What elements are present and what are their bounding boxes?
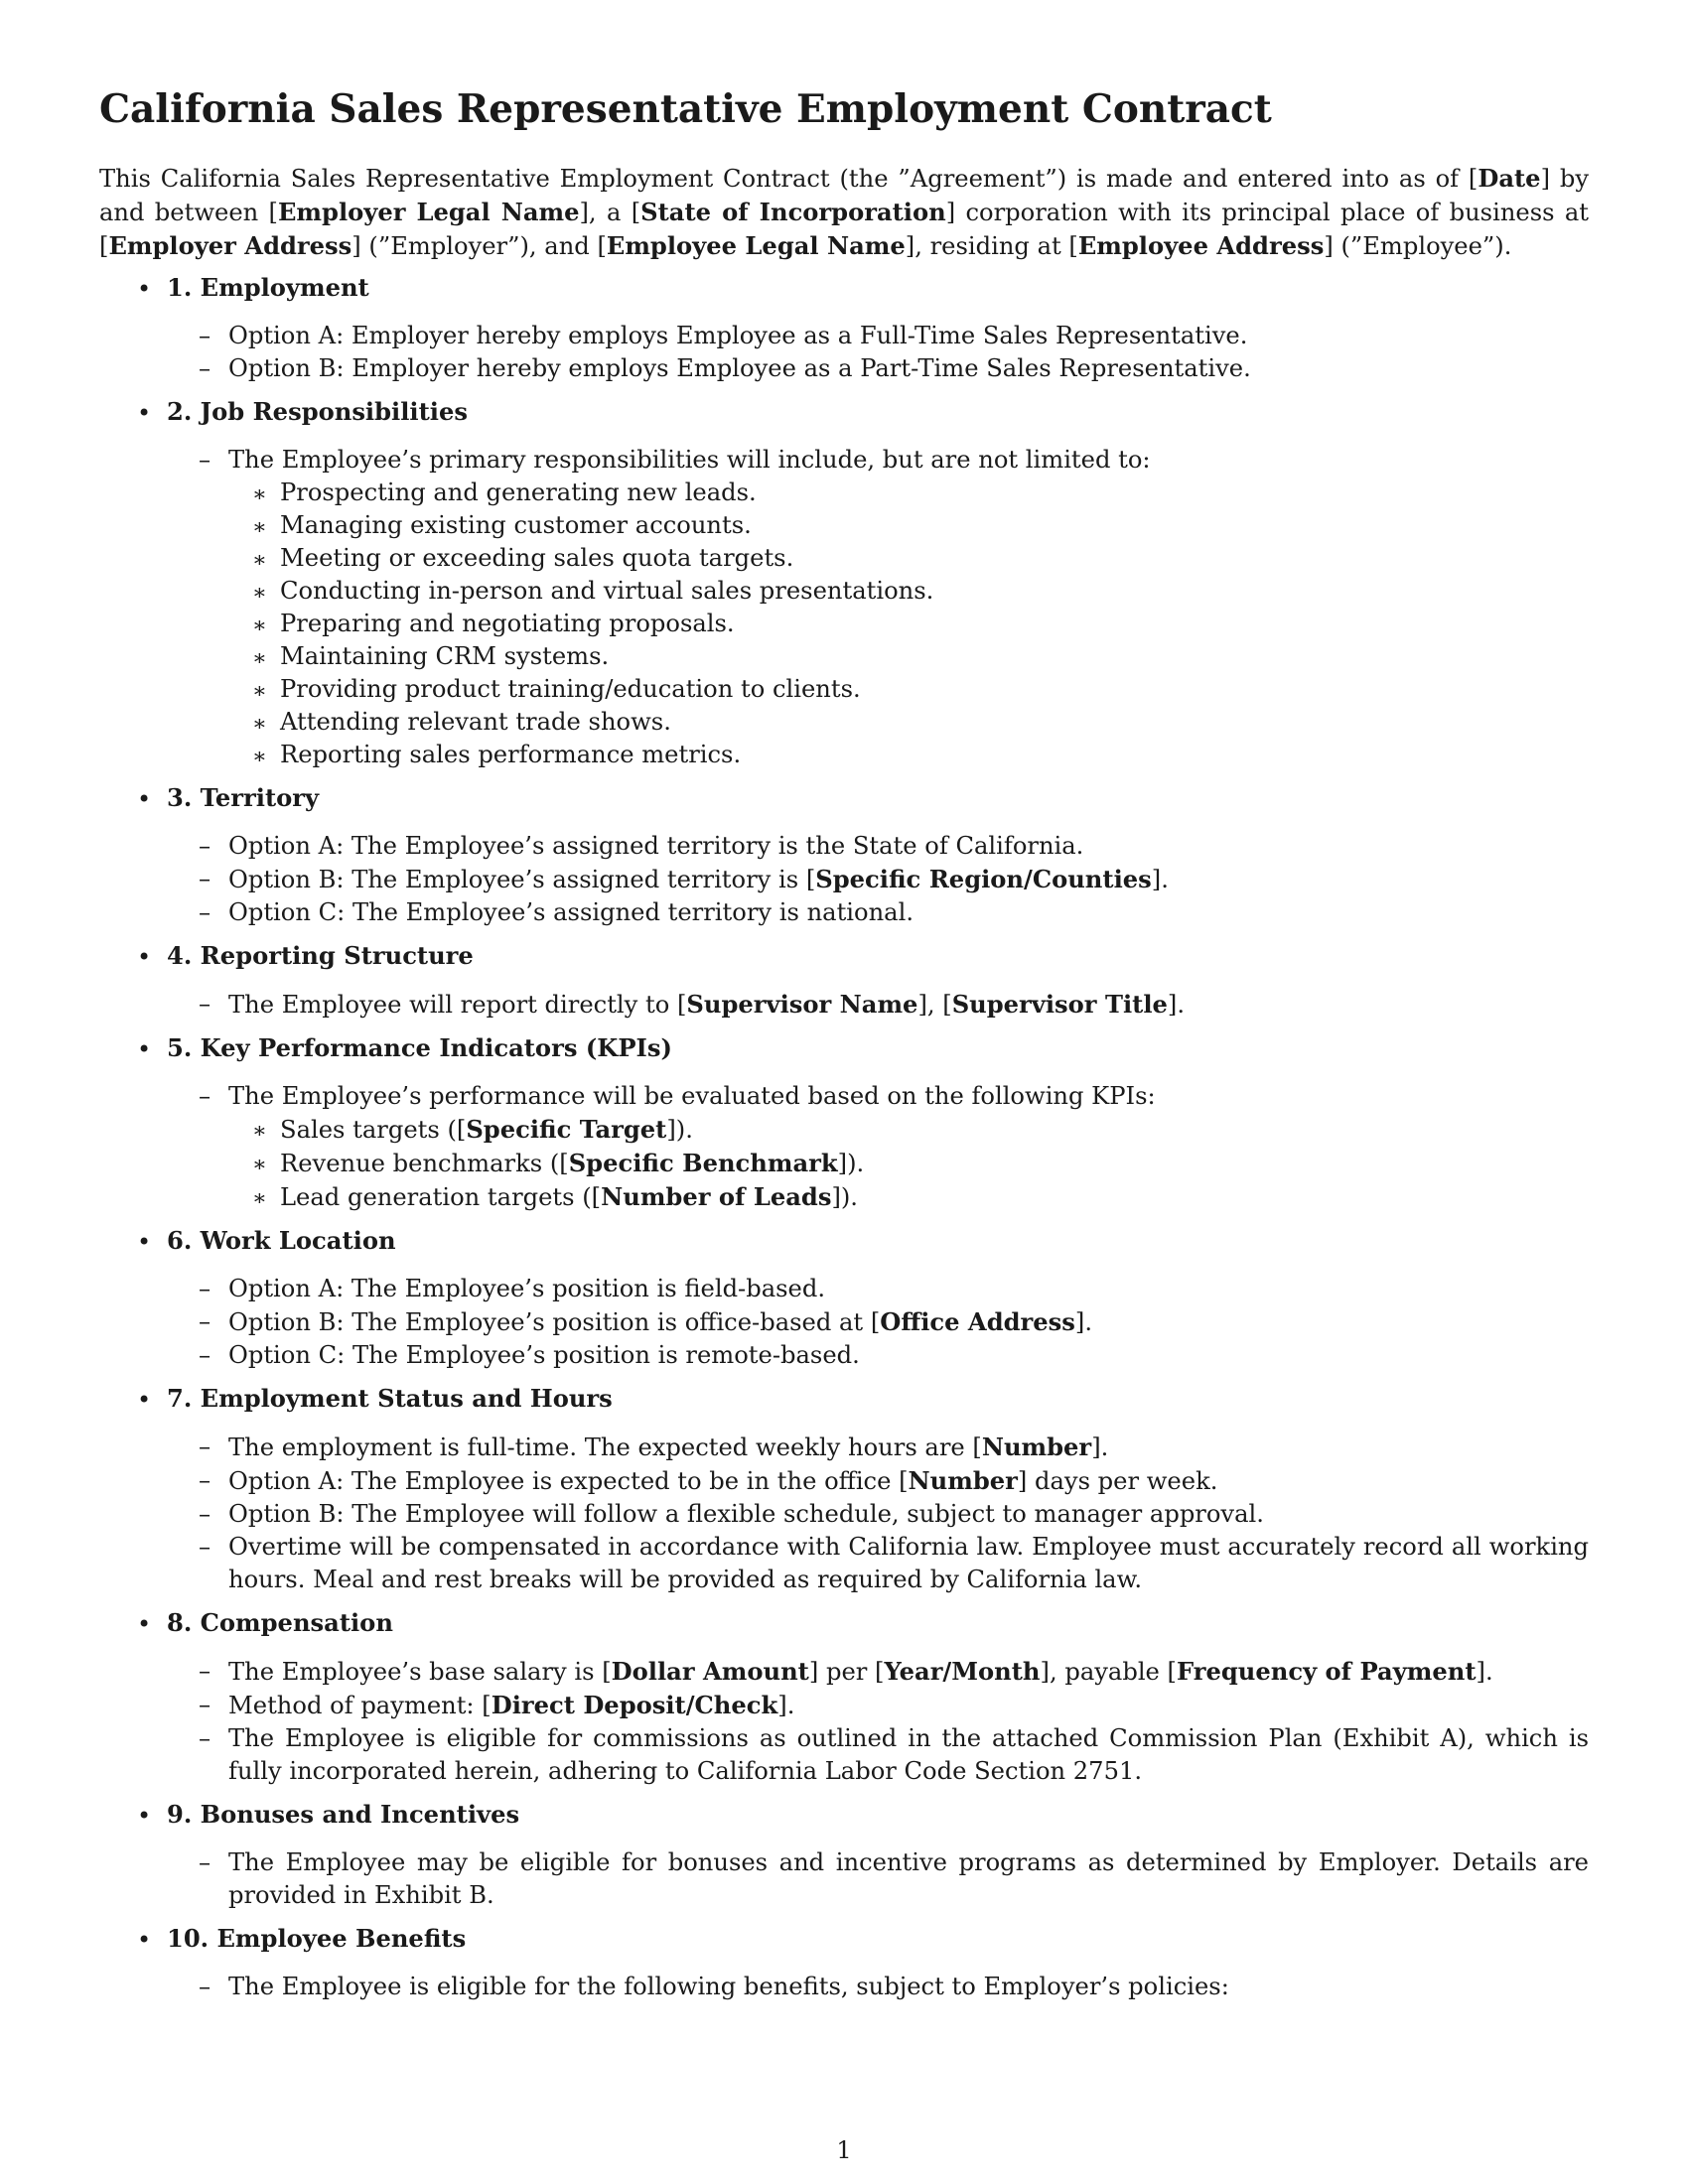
sub-list-item xyxy=(252,575,1589,608)
intro-paragraph xyxy=(99,162,1589,263)
sections-list xyxy=(99,271,1589,2003)
asterisk-icon: ∗ xyxy=(252,547,267,573)
list-item xyxy=(199,1305,1589,1339)
dash-icon: – xyxy=(199,321,211,349)
asterisk-icon: ∗ xyxy=(252,711,267,737)
text-run: Meeting or exceeding sales quota targets. xyxy=(280,543,794,572)
text-run: ]). xyxy=(837,1149,865,1177)
placeholder-field: Number xyxy=(981,1432,1092,1461)
sub-list-item xyxy=(252,706,1589,739)
section-10 xyxy=(99,1922,1589,2003)
text-run: Managing existing customer accounts. xyxy=(280,510,752,539)
text-run: ], a [ xyxy=(579,198,641,226)
text-run: Lead generation targets ([ xyxy=(280,1182,602,1211)
text-run: The Employee may be eligible for bonuses and incentive programs as determined by Employer. Details are provided in Exhibit B. xyxy=(228,1847,1589,1909)
text-run: Conducting in-person and virtual sales presentations. xyxy=(280,576,934,605)
bullet-icon: • xyxy=(137,1925,152,1954)
text-run: The Employee will report directly to [ xyxy=(228,990,687,1019)
section-items xyxy=(99,444,1589,771)
section-items xyxy=(99,320,1589,385)
dash-icon: – xyxy=(199,1499,211,1528)
dash-icon: – xyxy=(199,1274,211,1302)
placeholder-field: Frequency of Payment xyxy=(1177,1656,1477,1686)
dash-icon: – xyxy=(199,1723,211,1752)
list-item xyxy=(199,1722,1589,1788)
list-item xyxy=(199,1080,1589,1214)
text-run: This California Sales Representative Employment Contract (the ”Agreement”) is made and entered into as of xyxy=(99,164,1469,193)
asterisk-icon: ∗ xyxy=(252,744,267,769)
placeholder-field: Year/Month xyxy=(884,1656,1041,1686)
text-run: The employment is full-time. The expected weekly hours are [ xyxy=(228,1433,982,1461)
dash-icon: – xyxy=(199,1306,211,1335)
section-3 xyxy=(99,781,1589,929)
sub-list-item xyxy=(252,608,1589,640)
text-run: Option B: The Employee’s assigned territory is [ xyxy=(228,865,816,893)
list-item xyxy=(199,1431,1589,1464)
dash-icon: – xyxy=(199,1847,211,1876)
document-title: California Sales Representative Employment Contract xyxy=(99,86,1272,132)
text-run: ] corporation with its principal place of business at [ xyxy=(99,198,1590,260)
text-run: Revenue benchmarks ([ xyxy=(280,1149,569,1177)
section-items xyxy=(99,1971,1589,2003)
text-run: ]. xyxy=(777,1691,795,1719)
section-title: 10. Employee Benefits xyxy=(167,1923,467,1953)
dash-icon: – xyxy=(199,1432,211,1460)
sub-list-item xyxy=(252,640,1589,673)
sub-list-item xyxy=(252,509,1589,542)
section-1 xyxy=(99,271,1589,385)
text-run: Maintaining CRM systems. xyxy=(280,641,610,670)
sub-list-item xyxy=(252,1180,1589,1214)
placeholder-field: Employer Address xyxy=(108,230,352,260)
section-title: 4. Reporting Structure xyxy=(167,940,474,970)
sub-list xyxy=(228,1113,1589,1214)
text-run: Option A: The Employee is expected to be in the office [ xyxy=(228,1466,909,1495)
list-item xyxy=(199,988,1589,1022)
text-run: Option B: Employer hereby employs Employee as a Part-Time Sales Representative. xyxy=(228,353,1251,382)
document-page xyxy=(99,87,1589,2013)
section-title: 6. Work Location xyxy=(167,1225,396,1255)
text-run: Option A: The Employee’s assigned territory is the State of California. xyxy=(228,831,1084,860)
dash-icon: – xyxy=(199,1465,211,1494)
dash-icon: – xyxy=(199,1690,211,1718)
asterisk-icon: ∗ xyxy=(252,481,267,507)
page-number: 1 xyxy=(836,2136,852,2164)
dash-icon: – xyxy=(199,1532,211,1561)
text-run: The Employee is eligible for the following benefits, subject to Employer’s policies: xyxy=(228,1972,1229,2000)
bullet-icon: • xyxy=(137,1227,152,1256)
text-run: Option C: The Employee’s position is remote-based. xyxy=(228,1340,860,1369)
placeholder-field: Specific Target xyxy=(466,1114,667,1144)
bullet-icon: • xyxy=(137,1609,152,1638)
text-run: ], payable [ xyxy=(1040,1657,1177,1686)
dash-icon: – xyxy=(199,989,211,1018)
list-item xyxy=(199,1498,1589,1531)
dash-icon: – xyxy=(199,1972,211,2000)
placeholder-field: Direct Deposit/Check xyxy=(491,1690,778,1719)
text-run: Overtime will be compensated in accordance with California law. Employee must accurately record all working hours. Meal and rest breaks will be provided as required by California law. xyxy=(228,1532,1589,1593)
section-items xyxy=(99,1431,1589,1596)
list-item xyxy=(199,863,1589,896)
dash-icon: – xyxy=(199,831,211,860)
text-run: ], residing at [ xyxy=(905,231,1078,260)
bullet-icon: • xyxy=(137,1801,152,1830)
text-run: ] per [ xyxy=(808,1657,885,1686)
text-run: Attending relevant trade shows. xyxy=(280,707,671,736)
section-title: 8. Compensation xyxy=(167,1607,393,1637)
dash-icon: – xyxy=(199,1340,211,1369)
bullet-icon: • xyxy=(137,1385,152,1414)
list-item xyxy=(199,352,1589,385)
text-run: ]). xyxy=(666,1115,693,1144)
text-run: Reporting sales performance metrics. xyxy=(280,740,742,768)
text-run: ] days per week. xyxy=(1017,1466,1218,1495)
section-items xyxy=(99,830,1589,929)
section-6 xyxy=(99,1224,1589,1372)
bullet-icon: • xyxy=(137,274,152,303)
asterisk-icon: ∗ xyxy=(252,1185,267,1211)
placeholder-field: Office Address xyxy=(880,1306,1075,1336)
section-2 xyxy=(99,395,1589,771)
list-item xyxy=(199,896,1589,929)
placeholder-field: Employee Address xyxy=(1077,230,1325,260)
placeholder-field: Dollar Amount xyxy=(611,1656,809,1686)
text-run: Method of payment: [ xyxy=(228,1691,492,1719)
dash-icon: – xyxy=(199,864,211,892)
placeholder-field: State of Incorporation xyxy=(640,197,946,226)
text-run: ]. xyxy=(1151,865,1169,893)
text-run: ]. xyxy=(1091,1433,1109,1461)
text-run: ]. xyxy=(1074,1307,1093,1336)
text-run: The Employee’s performance will be evaluated based on the following KPIs: xyxy=(228,1081,1156,1110)
list-item xyxy=(199,1971,1589,2003)
text-run: Option C: The Employee’s assigned territory is national. xyxy=(228,897,914,926)
section-title: 3. Territory xyxy=(167,782,320,812)
section-items xyxy=(99,1273,1589,1372)
section-items xyxy=(99,1080,1589,1214)
bullet-icon: • xyxy=(137,784,152,813)
list-item xyxy=(199,1531,1589,1596)
section-4 xyxy=(99,939,1589,1022)
list-item xyxy=(199,1846,1589,1912)
bullet-icon: • xyxy=(137,1034,152,1063)
dash-icon: – xyxy=(199,1081,211,1110)
placeholder-field: Number xyxy=(908,1465,1018,1495)
text-run: Preparing and negotiating proposals. xyxy=(280,609,735,637)
dash-icon: – xyxy=(199,1656,211,1685)
asterisk-icon: ∗ xyxy=(252,580,267,606)
section-title: 9. Bonuses and Incentives xyxy=(167,1799,520,1829)
list-item xyxy=(199,1655,1589,1689)
bullet-icon: • xyxy=(137,942,152,971)
text-run: The Employee is eligible for commissions as outlined in the attached Commission Plan (Exhibit A), which is fully incorporated herein, adhering to California Labor Code Section 2751. xyxy=(228,1723,1589,1785)
dash-icon: – xyxy=(199,897,211,926)
placeholder-field: Date xyxy=(1477,163,1541,193)
list-item xyxy=(199,1339,1589,1372)
section-title: 2. Job Responsibilities xyxy=(167,396,468,426)
sub-list-item xyxy=(252,1113,1589,1147)
section-8 xyxy=(99,1606,1589,1788)
text-run: Sales targets ([ xyxy=(280,1115,467,1144)
section-5 xyxy=(99,1031,1589,1214)
text-run: Option A: The Employee’s position is field-based. xyxy=(228,1274,826,1302)
text-run: ]). xyxy=(831,1182,858,1211)
dash-icon: – xyxy=(199,445,211,474)
list-item xyxy=(199,1689,1589,1722)
bullet-icon: • xyxy=(137,398,152,427)
section-title: 7. Employment Status and Hours xyxy=(167,1383,613,1413)
section-title: 1. Employment xyxy=(167,272,369,302)
dash-icon: – xyxy=(199,353,211,382)
asterisk-icon: ∗ xyxy=(252,1152,267,1177)
list-item xyxy=(199,320,1589,352)
text-run: Option A: Employer hereby employs Employee as a Full-Time Sales Representative. xyxy=(228,321,1248,349)
sub-list-item xyxy=(252,1147,1589,1180)
section-items xyxy=(99,988,1589,1022)
text-run: Option B: The Employee’s position is office-based at [ xyxy=(228,1307,881,1336)
list-item xyxy=(199,1273,1589,1305)
text-run: Providing product training/education to clients. xyxy=(280,674,861,703)
asterisk-icon: ∗ xyxy=(252,1118,267,1144)
asterisk-icon: ∗ xyxy=(252,613,267,638)
text-run: Option B: The Employee will follow a flexible schedule, subject to manager approval. xyxy=(228,1499,1264,1528)
placeholder-field: Number of Leads xyxy=(601,1181,832,1211)
placeholder-field: Supervisor Name xyxy=(686,989,918,1019)
asterisk-icon: ∗ xyxy=(252,678,267,704)
sub-list-item xyxy=(252,673,1589,706)
text-run: ]. xyxy=(1167,990,1186,1019)
list-item xyxy=(199,830,1589,863)
section-title: 5. Key Performance Indicators (KPIs) xyxy=(167,1032,672,1062)
sub-list-item xyxy=(252,477,1589,509)
section-items xyxy=(99,1655,1589,1788)
text-run: ] by and between [ xyxy=(99,164,1589,226)
text-run: The Employee’s base salary is [ xyxy=(228,1657,612,1686)
sub-list-item xyxy=(252,542,1589,575)
text-run: ] (”Employer”), and [ xyxy=(352,231,607,260)
placeholder-field: Specific Region/Counties xyxy=(815,864,1152,893)
text-run: [ xyxy=(1468,164,1478,193)
asterisk-icon: ∗ xyxy=(252,645,267,671)
placeholder-field: Employer Legal Name xyxy=(278,197,580,226)
text-run: The Employee’s primary responsibilities will include, but are not limited to: xyxy=(228,445,1151,474)
sub-list-item xyxy=(252,739,1589,771)
placeholder-field: Specific Benchmark xyxy=(568,1148,838,1177)
text-run: Prospecting and generating new leads. xyxy=(280,478,757,506)
placeholder-field: Employee Legal Name xyxy=(606,230,906,260)
text-run: ] (”Employee”). xyxy=(1324,231,1512,260)
text-run: ], [ xyxy=(917,990,952,1019)
sub-list xyxy=(228,477,1589,771)
list-item xyxy=(199,444,1589,771)
text-run: ]. xyxy=(1476,1657,1493,1686)
section-7 xyxy=(99,1382,1589,1596)
asterisk-icon: ∗ xyxy=(252,514,267,540)
section-items xyxy=(99,1846,1589,1912)
section-9 xyxy=(99,1798,1589,1912)
placeholder-field: Supervisor Title xyxy=(951,989,1168,1019)
list-item xyxy=(199,1464,1589,1498)
